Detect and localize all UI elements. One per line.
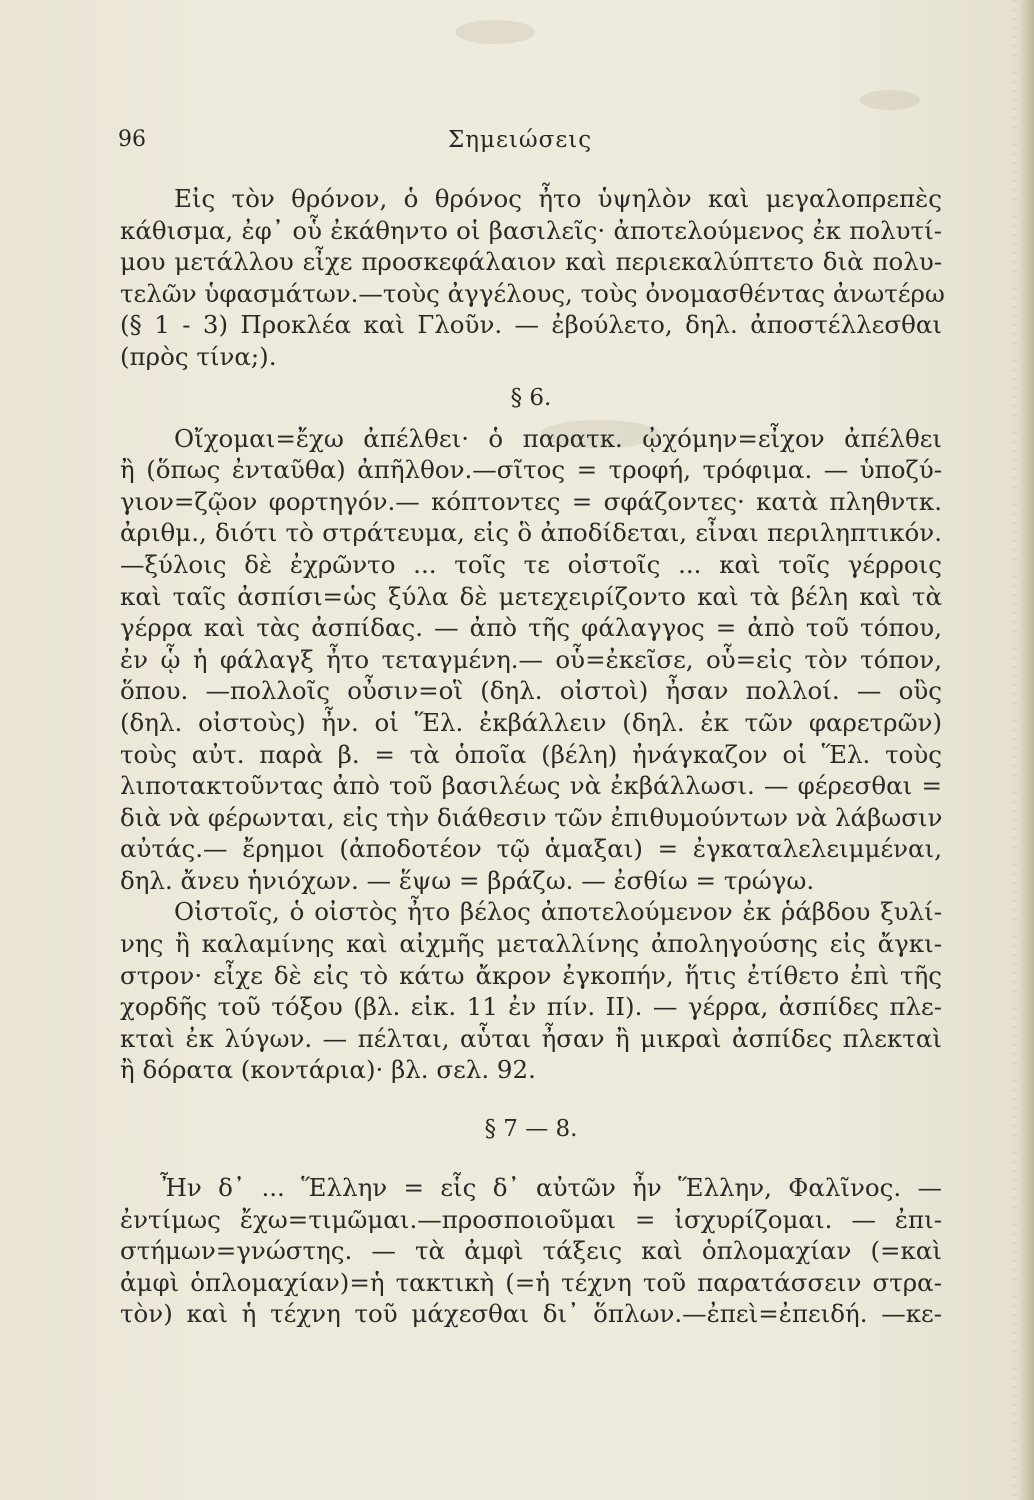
section-heading-7-8: § 7 — 8. [484, 1116, 578, 1143]
text-line: ἢ (ὅπως ἐνταῦθα) ἀπῆλθον.—σῖτος = τροφή, τρόφιμα. — ὑποζύ- [120, 455, 942, 485]
text-line: δηλ. ἄνευ ἡνιόχων. — ἕψω = βράζω. — ἐσθίω = τρώγω. [120, 865, 815, 895]
running-title: Σημειώσεις [448, 127, 593, 153]
paper-stain [455, 20, 535, 44]
text-line: ἀριθμ., διότι τὸ στράτευμα, εἰς ὃ ἀποδίδεται, εἶναι περιληπτικόν. [120, 518, 942, 548]
text-line: κταὶ ἐκ λύγων. — πέλται, αὗται ἦσαν ἢ μικραὶ ἀσπίδες πλεκταὶ [120, 1023, 942, 1053]
text-line: μου μετάλλου εἶχε προσκεφάλαιον καὶ περιεκαλύπτετο διὰ πολυ- [120, 247, 942, 277]
page-edge [1018, 0, 1034, 1500]
text-line: ὅπου. —πολλοῖς οὖσιν=οἳ (δηλ. οἰστοὶ) ἦσαν πολλοί. — οὓς [120, 676, 942, 706]
text-line: τοὺς αὐτ. παρὰ β. = τὰ ὁποῖα (βέλη) ἠνάγκαζον οἱ Ἕλ. τοὺς [120, 739, 942, 769]
text-line: Εἰς τὸν θρόνον, ὁ θρόνος ἦτο ὑψηλὸν καὶ μεγαλοπρεπὲς [174, 184, 942, 213]
text-line: τὸν) καὶ ἡ τέχνη τοῦ μάχεσθαι δι᾽ ὅπλων.—ἐπεὶ=ἐπειδή. —κε- [120, 1299, 942, 1329]
text-line: γέρρα καὶ τὰς ἀσπίδας. — ἀπὸ τῆς φάλαγγος = ἀπὸ τοῦ τόπου, [120, 613, 942, 643]
text-line: κάθισμα, ἐφ᾽ οὗ ἐκάθηντο οἱ βασιλεῖς· ἀποτελούμενος ἐκ πολυτί- [120, 215, 942, 245]
text-line: Οἰστοῖς, ὁ οἰστὸς ἦτο βέλος ἀποτελούμενον ἐκ ῥάβδου ξυλί- [174, 897, 942, 927]
text-line: ἐν ᾧ ἡ φάλαγξ ἦτο τεταγμένη.— οὗ=ἐκεῖσε, οὗ=εἰς τὸν τόπον, [120, 644, 942, 674]
text-line: στήμων=γνώστης. — τὰ ἀμφὶ τάξεις καὶ ὁπλομαχίαν (=καὶ [120, 1236, 942, 1266]
text-line: καὶ ταῖς ἀσπίσι=ὡς ξύλα δὲ μετεχειρίζοντο καὶ τὰ βέλη καὶ τὰ [120, 581, 942, 611]
text-line: γιον=ζῷον φορτηγόν.— κόπτοντες = σφάζοντες· κατὰ πληθντκ. [120, 486, 942, 516]
section-heading-6: § 6. [510, 384, 552, 411]
text-line: στρον· εἶχε δὲ εἰς τὸ κάτω ἄκρον ἐγκοπήν, ἥτις ἐτίθετο ἐπὶ τῆς [120, 960, 942, 990]
text-line: νης ἢ καλαμίνης καὶ αἰχμῆς μεταλλίνης ἀποληγούσης εἰς ἄγκι- [120, 929, 942, 959]
text-line: (δηλ. οἰστοὺς) ἦν. οἱ Ἕλ. ἐκβάλλειν (δηλ. ἐκ τῶν φαρετρῶν) [120, 707, 942, 737]
text-line: χορδῆς τοῦ τόξου (βλ. εἰκ. 11 ἐν πίν. II). — γέρρα, ἀσπίδες πλε- [120, 992, 942, 1022]
text-line: Οἴχομαι=ἔχω ἀπέλθει· ὁ παρατκ. ᾠχόμην=εἶχον ἀπέλθει [174, 423, 942, 453]
notes-text [120, 183, 945, 1330]
page-header [118, 127, 938, 167]
text-line: ἀμφὶ ὁπλομαχίαν)=ἡ τακτικὴ (=ἡ τέχνη τοῦ παρατάσσειν στρα- [120, 1267, 942, 1297]
text-line: τελῶν ὑφασμάτων.—τοὺς ἀγγέλους, τοὺς ὀνομασθέντας ἀνωτέρω [120, 278, 945, 308]
paper-stain [860, 90, 920, 110]
text-line: Ἦν δ᾽ ... Ἕλλην = εἷς δ᾽ αὐτῶν ἦν Ἕλλην, Φαλῖνος. — [160, 1173, 942, 1203]
text-line: λιποτακτοῦντας ἀπὸ τοῦ βασιλέως νὰ ἐκβάλλωσι. — φέρεσθαι = [120, 771, 942, 801]
text-line: (πρὸς τίνα;). [120, 341, 277, 371]
text-line: ἐντίμως ἔχω=τιμῶμαι.—προσποιοῦμαι = ἰσχυρίζομαι. — ἐπι- [120, 1204, 942, 1234]
text-line: διὰ νὰ φέρωνται, εἰς τὴν διάθεσιν τῶν ἐπιθυμούντων νὰ λάβωσιν [120, 802, 943, 832]
text-line: (§ 1 - 3) Προκλέα καὶ Γλοῦν. — ἐβούλετο, δηλ. ἀποστέλλεσθαι [120, 310, 942, 340]
text-line: ἢ δόρατα (κοντάρια)· βλ. σελ. 92. [120, 1055, 536, 1085]
page-number: 96 [118, 127, 146, 152]
text-line: αὐτάς.— ἔρημοι (ἀποδοτέον τῷ ἁμαξαι) = ἐγκαταλελειμμέναι, [120, 834, 942, 864]
text-line: —ξύλοις δὲ ἐχρῶντο ... τοῖς τε οἰστοῖς ... καὶ τοῖς γέρροις [120, 549, 942, 579]
